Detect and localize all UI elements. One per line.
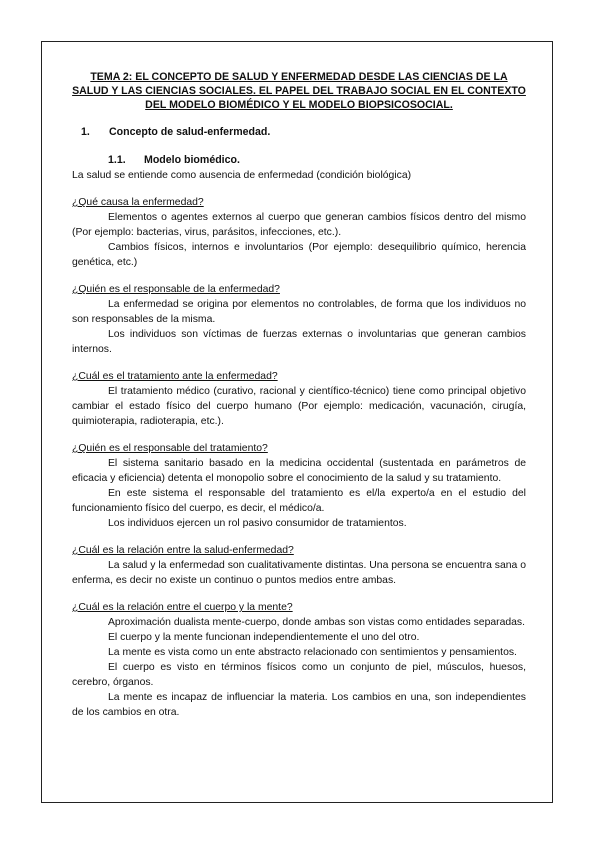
document-body — [72, 70, 526, 720]
section-paragraph: La mente es incapaz de influenciar la materia. Los cambios en una, son independientes de los cambios en otra. — [72, 692, 526, 718]
heading-1 — [72, 125, 526, 140]
sections — [72, 195, 526, 720]
section-paragraph: Aproximación dualista mente-cuerpo, donde ambas son vistas como entidades separadas. — [108, 617, 526, 628]
section-paragraph: Los individuos son víctimas de fuerzas externas o involuntarias que generan cambios internos. — [72, 329, 526, 355]
heading-2-text: Modelo biomédico. — [144, 154, 240, 166]
qa-section — [72, 195, 526, 270]
section-question: ¿Cuál es la relación entre la salud-enfermedad? — [72, 545, 294, 556]
heading-1-number: 1. — [81, 126, 90, 138]
qa-section — [72, 369, 526, 429]
document-title: TEMA 2: EL CONCEPTO DE SALUD Y ENFERMEDAD DESDE LAS CIENCIAS DE LA SALUD Y LAS CIENCIAS SOCIALES. EL PAPEL DEL TRABAJO SOCIAL EN EL CONTEXTO DEL MODELO BIOMÉDICO Y EL MODELO BIOPSICOSOCIAL. — [72, 71, 526, 111]
section-paragraph: El tratamiento médico (curativo, racional y científico-técnico) tiene como principal objetivo cambiar el estado físico del cuerpo humano (Por ejemplo: medicación, vacunación, cirugía, quimioterapia, radioterapia, etc.). — [72, 386, 526, 427]
qa-section — [72, 543, 526, 588]
section-paragraph: Los individuos ejercen un rol pasivo consumidor de tratamientos. — [108, 518, 407, 529]
section-paragraph: En este sistema el responsable del tratamiento es el/la experto/a en el estudio del funcionamiento físico del cuerpo, es decir, el médico/a. — [72, 488, 526, 514]
qa-section — [72, 441, 526, 531]
heading-2-number: 1.1. — [108, 154, 126, 166]
section-paragraph: El cuerpo y la mente funcionan independientemente el uno del otro. — [108, 632, 420, 643]
qa-section — [72, 282, 526, 357]
section-paragraph: La salud y la enfermedad son cualitativamente distintas. Una persona se encuentra sana o enferma, es decir no existe un continuo o puntos medios entre ambas. — [72, 560, 526, 586]
section-paragraph: Cambios físicos, internos e involuntarios (Por ejemplo: desequilibrio químico, herencia genética, etc.) — [72, 242, 526, 268]
section-question: ¿Cuál es la relación entre el cuerpo y la mente? — [72, 602, 293, 613]
section-paragraph: La mente es vista como un ente abstracto relacionado con sentimientos y pensamientos. — [108, 647, 517, 658]
section-paragraph: El cuerpo es visto en términos físicos como un conjunto de piel, músculos, huesos, cerebro, órganos. — [72, 662, 526, 688]
heading-1-text: Concepto de salud-enfermedad. — [109, 126, 271, 138]
qa-section — [72, 600, 526, 720]
section-paragraph: La enfermedad se origina por elementos no controlables, de forma que los individuos no son responsables de la misma. — [72, 299, 526, 325]
section-paragraph: El sistema sanitario basado en la medicina occidental (sustentada en parámetros de eficacia y eficiencia) detenta el monopolio sobre el conocimiento de la salud y su tratamiento. — [72, 458, 526, 484]
section-question: ¿Quién es el responsable de la enfermedad? — [72, 284, 280, 295]
intro-paragraph: La salud se entiende como ausencia de enfermedad (condición biológica) — [72, 170, 412, 181]
section-question: ¿Cuál es el tratamiento ante la enfermedad? — [72, 371, 278, 382]
section-paragraph: Elementos o agentes externos al cuerpo que generan cambios físicos dentro del mismo (Por ejemplo: bacterias, virus, parásitos, infecciones, etc.). — [72, 212, 526, 238]
section-question: ¿Quién es el responsable del tratamiento? — [72, 443, 268, 454]
section-question: ¿Qué causa la enfermedad? — [72, 197, 204, 208]
heading-2 — [72, 153, 526, 168]
